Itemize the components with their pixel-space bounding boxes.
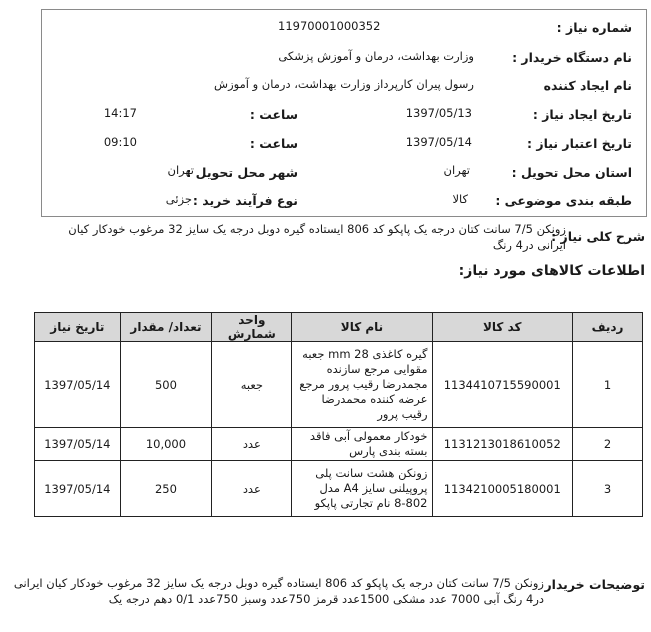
cell-row-number: 3 [573, 461, 643, 517]
category: کالا [452, 192, 468, 206]
cell-unit: عدد [212, 428, 292, 461]
cell-name: زونکن هشت سانت پلی پروپیلنی سایز A4 مدل 802-8 نام تجارتی پاپکو [292, 461, 432, 517]
cell-date: 1397/05/14 [35, 428, 121, 461]
header-unit: واحد شمارش [212, 313, 292, 342]
created-time: 14:17 [103, 106, 137, 120]
creator-label: نام ایجاد کننده [543, 78, 632, 93]
need-number: 1197000100035​2 [278, 19, 381, 33]
buyer-org: وزارت بهداشت، درمان و آموزش پزشکی [278, 49, 474, 63]
buyer-notes-text: زونکن 7/5 سانت کتان درجه یک پاپکو کد 806 ایستاده گیره دوبل درجه یک سایز 32 مرغوب خودکار کیان ایرانی در4 رنگ آبی 7000 عدد مشکی 1500عدد قرمز 750عدد وسبز 750عدد 0/1 دهم درجه یک [13, 576, 544, 606]
table-row [35, 428, 643, 461]
creator: رسول پیران کارپرداز وزارت بهداشت، درمان و آموزش [214, 77, 474, 91]
city-label: شهر محل تحویل : [186, 165, 298, 180]
cell-code: 1131213018610052 [432, 428, 573, 461]
process: جزئی [165, 192, 192, 206]
cell-code: 1134210005180001 [432, 461, 573, 517]
cell-name: گیره کاغذی mm 28 جعبه مقوایی مرجع سازنده مجمدرضا رقیب پرور مرجع عرضه کننده محمدرضا رقیب پرور [292, 342, 432, 428]
cell-qty: 500 [120, 342, 212, 428]
header-date: تاریخ نیاز [35, 313, 121, 342]
buyer-notes-label: توضیحات خریدار [544, 577, 645, 592]
created-date: 1397/05/13 [405, 106, 472, 120]
header-row-number: ردیف [573, 313, 643, 342]
items-table [34, 312, 643, 517]
cell-code: 1134410715590001 [432, 342, 573, 428]
section-title: اطلاعات کالاهای مورد نیاز: [458, 263, 645, 279]
table-header-row [35, 313, 643, 342]
cell-row-number: 2 [573, 428, 643, 461]
header-code: کد کالا [432, 313, 573, 342]
cell-qty: 10,000 [120, 428, 212, 461]
valid-date: 1397/05/14 [405, 135, 472, 149]
valid-time: 09:10 [103, 135, 137, 149]
created-time-label: ساعت : [249, 107, 298, 122]
cell-name: خودکار معمولی آبی فاقد بسته بندی پارس [292, 428, 432, 461]
cell-date: 1397/05/14 [35, 342, 121, 428]
buyer-org-label: نام دستگاه خریدار : [512, 50, 632, 65]
table-row [35, 461, 643, 517]
summary-text: زونکن 7/5 سانت کتان درجه یک پاپکو کد 806 ایستاده گیره دوبل درجه یک سایز 32 مرغوب خودکار کیان ایرانی در4 رنگ [68, 222, 566, 252]
process-label: نوع فرآیند خرید : [192, 193, 298, 208]
cell-date: 1397/05/14 [35, 461, 121, 517]
header-qty: تعداد/ مقدار [120, 313, 212, 342]
cell-unit: عدد [212, 461, 292, 517]
valid-date-label: تاریخ اعتبار نیاز : [527, 136, 632, 151]
category-label: طبقه بندی موضوعی : [495, 193, 632, 208]
cell-unit: جعبه [212, 342, 292, 428]
header-name: نام کالا [292, 313, 432, 342]
cell-qty: 250 [120, 461, 212, 517]
created-date-label: تاریخ ایجاد نیاز : [532, 107, 632, 122]
need-info-box [41, 9, 647, 217]
city: تهران [167, 163, 194, 177]
table-row [35, 342, 643, 428]
cell-row-number: 1 [573, 342, 643, 428]
summary-label: شرح کلی نیاز : [551, 229, 645, 244]
need-number-label: شماره نیاز : [556, 20, 632, 35]
province: تهران [443, 163, 470, 177]
province-label: استان محل تحویل : [511, 165, 632, 180]
valid-time-label: ساعت : [249, 136, 298, 151]
